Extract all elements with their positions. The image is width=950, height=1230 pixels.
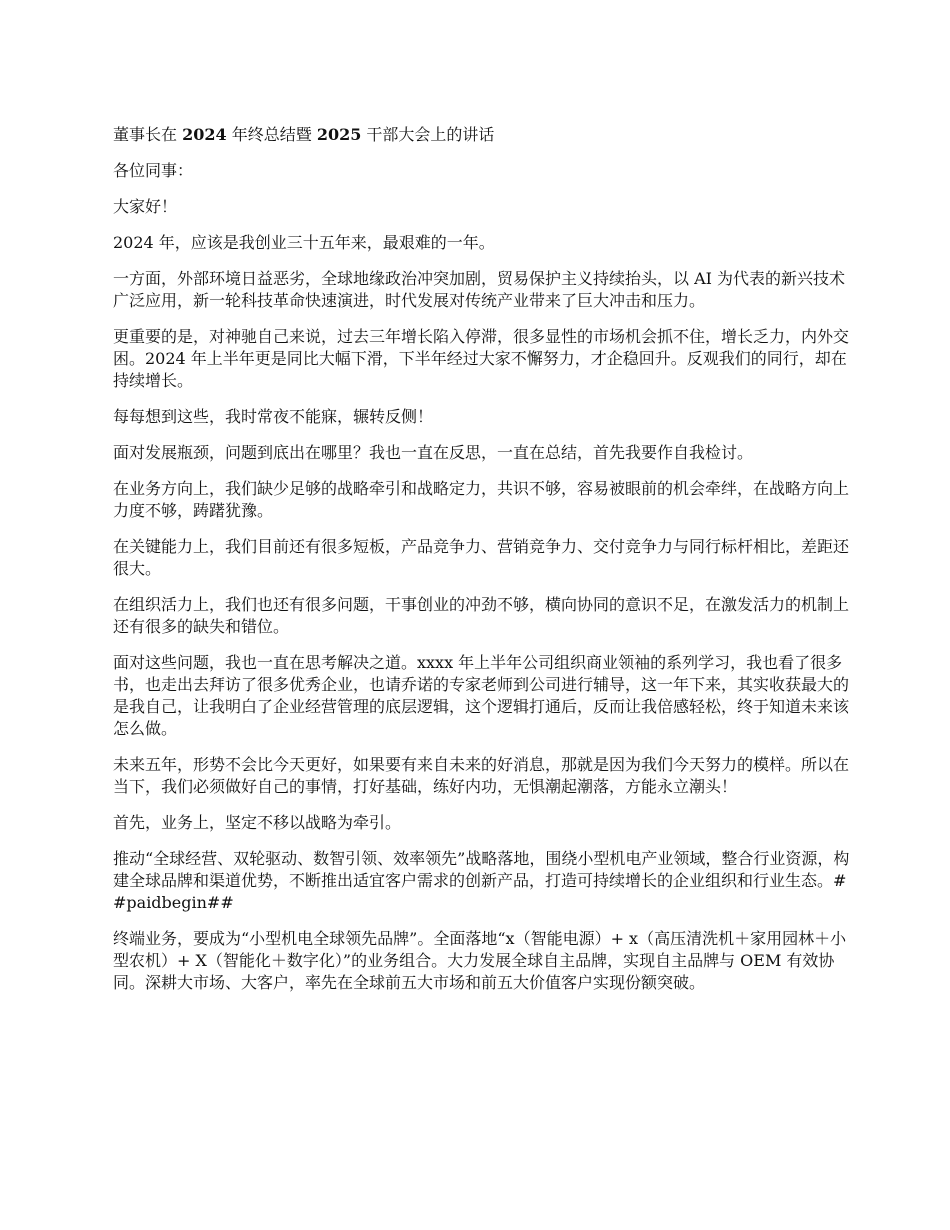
paragraph: 终端业务，要成为“小型机电全球领先品牌”。全面落地“x（智能电源）+ x（高压清洗机＋家用园林＋小型农机）+ X（智能化＋数字化）”的业务组合。大力发展全球自主品牌，实现自主品牌与 OEM 有效协同。深耕大市场、大客户，率先在全球前五大市场和前五大价值客户实现份额突破。 <box>113 929 847 992</box>
paragraph: 未来五年，形势不会比今天更好，如果要有来自未来的好消息，那就是因为我们今天努力的模样。所以在当下，我们必须做好自己的事情，打好基础，练好内功，无惧潮起潮落，方能永立潮头！ <box>113 755 850 796</box>
paragraph: 更重要的是，对神驰自己来说，过去三年增长陷入停滞，很多显性的市场机会抓不住，增长乏力，内外交困。2024 年上半年更是同比大幅下滑，下半年经过大家不懈努力，才企稳回升。反观我们的同行，却在持续增长。 <box>113 327 850 390</box>
paragraph: 面对这些问题，我也一直在思考解决之道。xxxx 年上半年公司组织商业领袖的系列学习，我也看了很多书，也走出去拜访了很多优秀企业，也请乔诺的专家老师到公司进行辅导，这一年下来，其实收获最大的是我自己，让我明白了企业经营管理的底层逻辑，这个逻辑打通后，反而让我倍感轻松，终于知道未来该怎么做。 <box>113 653 850 738</box>
paragraph: 在组织活力上，我们也还有很多问题，干事创业的冲劲不够，横向协同的意识不足，在激发活力的机制上还有很多的缺失和错位。 <box>113 595 850 636</box>
title-text-3: 干部大会上的讲话 <box>361 125 495 144</box>
paragraph: 在关键能力上，我们目前还有很多短板，产品竞争力、营销竞争力、交付竞争力与同行标杆相比，差距还很大。 <box>113 537 850 578</box>
paragraph: 2024 年，应该是我创业三十五年来，最艰难的一年。 <box>113 233 495 252</box>
title-text-1: 董事长在 <box>113 125 183 144</box>
title-text-2: 年终总结暨 <box>226 125 317 144</box>
document-title <box>113 124 858 146</box>
title-year-2024: 2024 <box>182 125 227 144</box>
paragraph: 面对发展瓶颈，问题到底出在哪里？我也一直在反思，一直在总结，首先我要作自我检讨。 <box>113 443 754 462</box>
paragraph: 在业务方向上，我们缺少足够的战略牵引和战略定力，共识不够，容易被眼前的机会牵绊，在战略方向上力度不够，踌躇犹豫。 <box>113 479 850 520</box>
salutation: 各位同事： <box>113 161 194 180</box>
document-body <box>113 124 858 1008</box>
paragraph: 首先，业务上，坚定不移以战略为牵引。 <box>113 813 402 832</box>
paragraph: 推动“全球经营、双轮驱动、数智引领、效率领先”战略落地，围绕小型机电产业领域，整合行业资源，构建全球品牌和渠道优势，不断推出适宜客户需求的创新产品，打造可持续增长的企业组织和行业生态。##paidbegin## <box>113 849 850 912</box>
title-year-2025: 2025 <box>316 125 362 144</box>
paragraph: 一方面，外部环境日益恶劣，全球地缘政治冲突加剧，贸易保护主义持续抬头，以 AI 为代表的新兴技术广泛应用，新一轮科技革命快速演进，时代发展对传统产业带来了巨大冲击和压力。 <box>113 269 846 310</box>
greeting: 大家好！ <box>113 197 178 216</box>
paragraph: 每每想到这些，我时常夜不能寐，辗转反侧！ <box>113 407 434 426</box>
